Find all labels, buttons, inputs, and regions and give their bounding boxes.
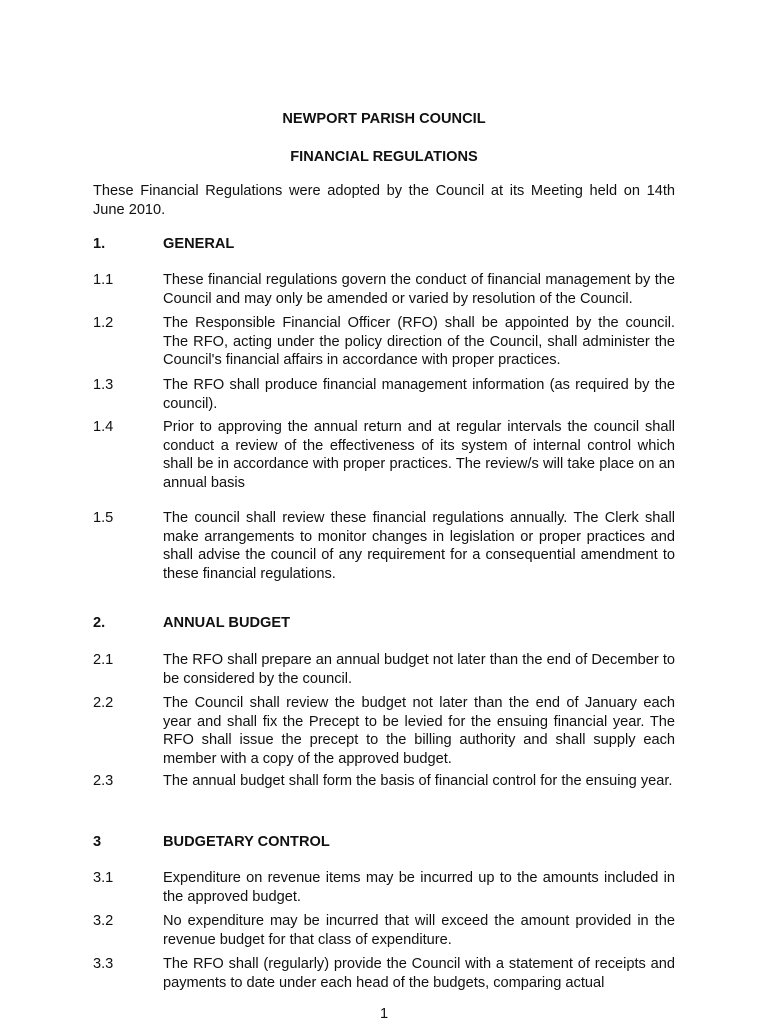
clause-text: The RFO shall produce financial management information (as required by the council). — [163, 377, 675, 412]
clause-text: No expenditure may be incurred that will exceed the amount provided in the revenue budget for that class of expenditure. — [163, 913, 675, 948]
section-title: GENERAL — [163, 236, 235, 252]
clause-text: These financial regulations govern the conduct of financial management by the Council and may only be amended or varied by resolution of the Council. — [163, 272, 675, 307]
clause-number: 1.4 — [93, 419, 114, 435]
clause-text: The council shall review these financial regulations annually. The Clerk shall make arrangements to monitor changes in legislation or proper practices and shall advise the council of any requirement for a consequential amendment to these financial regulations. — [163, 510, 675, 582]
clause-text: The Council shall review the budget not later than the end of January each year and shall fix the Precept to be levied for the ensuing financial year. The RFO shall issue the precept to the billing authority and shall supply each member with a copy of the approved budget. — [163, 695, 675, 767]
clause-text: The RFO shall (regularly) provide the Council with a statement of receipts and payments to date under each head of the budgets, comparing actual — [163, 956, 675, 991]
document-title: FINANCIAL REGULATIONS — [290, 149, 478, 165]
clause-number: 3.1 — [93, 870, 114, 886]
page-number: 1 — [379, 1006, 389, 1022]
council-title: NEWPORT PARISH COUNCIL — [282, 111, 486, 127]
clause-number: 1.2 — [93, 315, 114, 331]
clause-number: 2.3 — [93, 773, 114, 789]
clause-number: 2.1 — [93, 652, 114, 668]
clause-number: 3.2 — [93, 913, 114, 929]
clause-number: 1.1 — [93, 272, 114, 288]
clause-text: The annual budget shall form the basis of financial control for the ensuing year. — [163, 773, 673, 789]
intro-paragraph: These Financial Regulations were adopted by the Council at its Meeting held on 14th June 2010. — [93, 183, 675, 218]
section-number: 1. — [93, 236, 106, 252]
section-title: BUDGETARY CONTROL — [163, 834, 330, 850]
clause-number: 3.3 — [93, 956, 114, 972]
section-number: 3 — [93, 834, 102, 850]
section-title: ANNUAL BUDGET — [163, 615, 291, 631]
clause-text: The Responsible Financial Officer (RFO) shall be appointed by the council. The RFO, acting under the policy direction of the Council, shall administer the Council's financial affairs in accordance with proper practices. — [163, 315, 675, 368]
clause-number: 2.2 — [93, 695, 114, 711]
clause-text: Expenditure on revenue items may be incurred up to the amounts included in the approved budget. — [163, 870, 675, 905]
section-number: 2. — [93, 615, 106, 631]
clause-number: 1.5 — [93, 510, 114, 526]
clause-number: 1.3 — [93, 377, 114, 393]
clause-text: The RFO shall prepare an annual budget not later than the end of December to be considered by the council. — [163, 652, 675, 687]
clause-text: Prior to approving the annual return and at regular intervals the council shall conduct a review of the effectiveness of its system of internal control which shall be in accordance with proper practices. The review/s will take place on an annual basis — [163, 419, 675, 491]
